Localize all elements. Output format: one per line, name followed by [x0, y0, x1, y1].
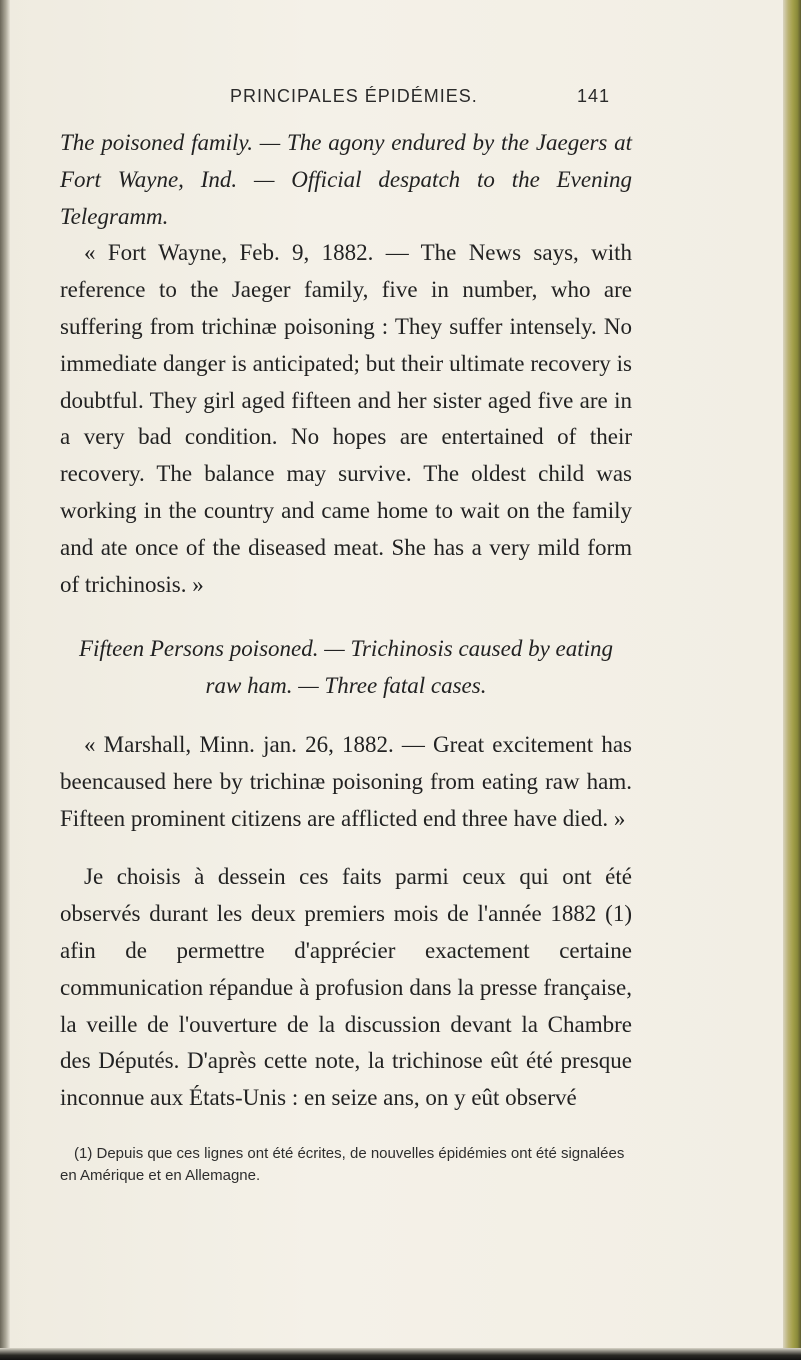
page-bottom-edge — [0, 1348, 801, 1360]
paragraph-fort-wayne: « Fort Wayne, Feb. 9, 1882. — The News says, with reference to the Jaeger family, five in number, who are suffering from trichinæ poisoning : They suffer intensely. No immediate danger is anticipated; but their ultimate recovery is doubtful. They girl aged fifteen and her sister aged five are in a very bad condition. No hopes are entertained of their recovery. The balance may survive. The oldest child was working in the country and came home to wait on the family and ate once of the diseased meat. She has a very mild form of trichinosis. » — [60, 240, 632, 597]
footnote — [60, 1143, 632, 1187]
section-title-poisoned-family: The poisoned family. — The agony endured by the Jaegers at Fort Wayne, Ind. — Official despatch to the Evening Telegramm. — [60, 130, 632, 229]
paragraph-marshall: « Marshall, Minn. jan. 26, 1882. — Great excitement has beencaused here by trichinæ poisoning from eating raw ham. Fifteen prominent citizens are afflicted end three have died. » — [60, 731, 632, 831]
book-spine-edge — [783, 0, 801, 1360]
paragraph-je-choisis: Je choisis à dessein ces faits parmi ceux qui ont été observés durant les deux premiers mois de l'année 1882 (1) afin de permettre d'apprécier exactement certaine communication répandue à profusion dans la presse française, la veille de l'ouverture de la discussion devant la Chambre des Députés. D'après cette note, la trichinose eût été presque inconnue aux États-Unis : en seize ans, on y eût observé — [60, 864, 632, 1111]
page-number: 141 — [576, 86, 610, 106]
section-title-fifteen-persons: Fifteen Persons poisoned. — Trichinosis caused by eating raw ham. — Three fatal cases. — [78, 636, 614, 699]
running-title: PRINCIPALES ÉPIDÉMIES. — [230, 86, 478, 106]
footnote-text: (1) Depuis que ces lignes ont été écrites, de nouvelles épidémies ont été signalées en Amérique et en Allemagne. — [60, 1145, 625, 1184]
main-text — [60, 125, 632, 1117]
page-left-edge — [0, 0, 10, 1360]
